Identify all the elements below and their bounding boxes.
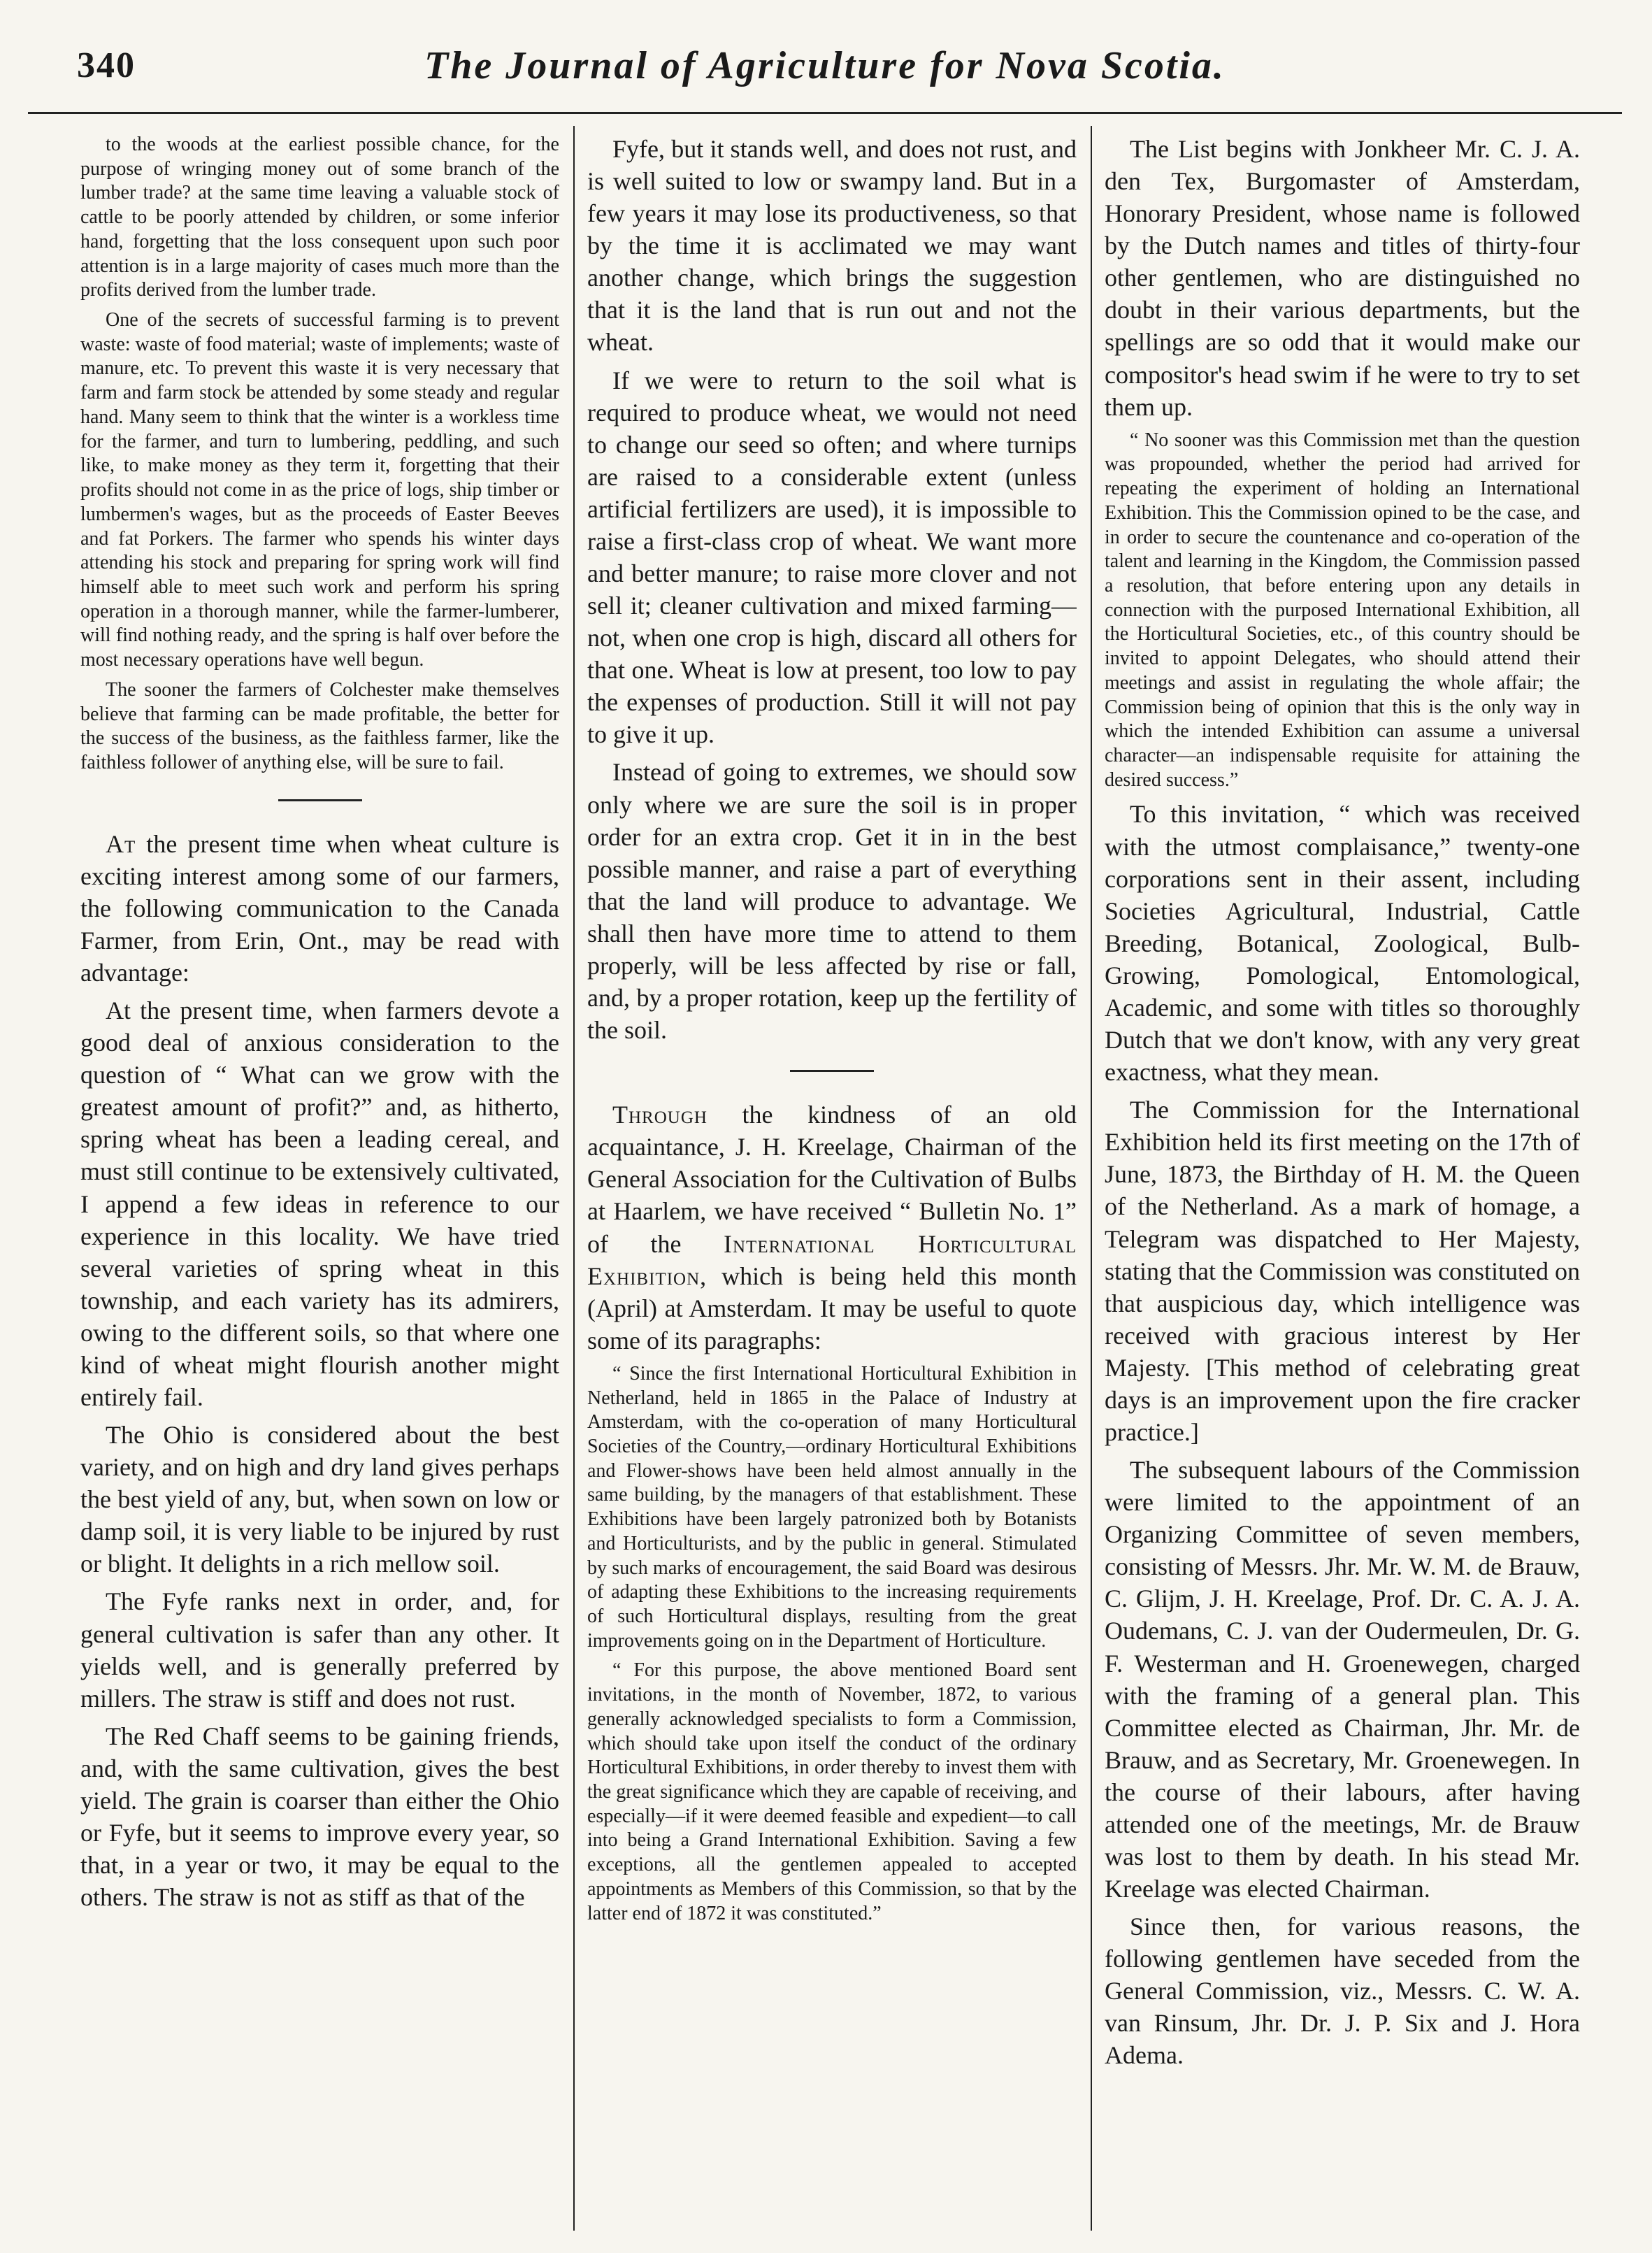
column-3 [1105,133,1580,2224]
exhibition-name: International Horticultural Exhibition [587,1229,1077,1290]
quoted-paragraph: “ Since the first International Horticultural Exhibition in Netherland, held in 1865 in the Palace of Industry at Amsterdam, with the co-operation of many Horticultural Societies of the Country,—ordinary Horticultural Exhibitions and Flower-shows have been held almost annually in the same building, by the managers of that establishment. These Exhibitions have been largely patronized both by Botanists and Horticulturists, and by the public in general. Stimulated by such marks of encouragement, the said Board was desirous of adapting these Exhibitions to the increasing requirements of such Horticultural displays, resulting from the great improvements going on in the Department of Horticulture. [587,1362,1077,1652]
column-divider [1091,126,1092,2231]
paragraph: One of the secrets of successful farming is to prevent waste: waste of food material; waste of implements; waste of manure, etc. To prevent this waste it is very necessary that farm and farm stock be attended by some steady and regular hand. Many seem to think that the winter is a workless time for the farmer, and turn to lumbering, peddling, and such like, to make money as they term it, forgetting that their profits should not come in as the price of logs, ship timber or lumbermen's wages, but as the proceeds of Easter Beeves and fat Porkers. The farmer who spends his winter days attending his stock and preparing for spring work will find himself able to meet such work and perform his spring operation in a thorough manner, while the farmer-lumberer, will find nothing ready, and the spring is half over before the most necessary operations have well begun. [80,309,559,671]
quoted-paragraph: “ For this purpose, the above mentioned Board sent invitations, in the month of November, 1872, to various generally acknowledged specialists to form a Commission, which should take upon itself the conduct of the ordinary Horticultural Exhibitions, in order thereby to invest them with the great significance which they are capable of receiving, and especially—if it were deemed feasible and expedient—to call into being a Grand International Exhibition. Saving a few exceptions, all the gentlemen appealed to accepted appointments as Members of this Commission, so that by the latter end of 1872 it was constituted.” [587,1659,1077,1924]
article-intro [587,1099,1077,1357]
dropcap-lead: At [106,829,136,858]
dropcap-lead: Through [612,1101,708,1129]
paragraph: Fyfe, but it stands well, and does not rust, and is well suited to low or swampy land. But in a few years it may lose its productiveness, so that by the time it is acclimated we may want another change, which brings the suggestion that it is the land that is run out and not the wheat. [587,135,1077,357]
section-separator [790,1070,874,1072]
paragraph: At the present time, when farmers devote a good deal of anxious consideration to the question of “ What can we grow with the greatest amount of profit?” and, as hitherto, spring wheat has been a leading cereal, and must still continue to be extensively cultivated, I append a few ideas in reference to our experience in this locality. We have tried several varieties of spring wheat in this township, and each variety has its admirers, owing to the different soils, so that where one kind of wheat might flourish another might entirely fail. [80,996,559,1412]
section-separator [278,799,362,801]
page-header [28,42,1622,98]
intro-text-cont: , which is being held this month (April) at Amsterdam. It may be useful to quote some of its paragraphs: [587,1261,1077,1354]
paragraph: The Commission for the International Exhibition held its first meeting on the 17th of June, 1873, the Birthday of H. M. the Queen of the Netherland. As a mark of homage, a Telegram was dispatched to Her Majesty, stating that the Commission was constituted on that auspicious day, which intelligence was received with gracious interest by Her Majesty. [This method of celebrating great days is an improvement upon the fire cracker practice.] [1105,1096,1580,1446]
paragraph: The Red Chaff seems to be gaining friends, and, with the same cultivation, gives the best yield. The grain is coarser than either the Ohio or Fyfe, but it seems to improve every year, so that, in a year or two, it may be equal to the others. The straw is not as stiff as that of the [80,1722,559,1912]
page-number: 340 [77,45,136,85]
article-intro [80,828,559,989]
paragraph: Since then, for various reasons, the following gentlemen have seceded from the General Commission, viz., Messrs. C. W. A. van Rinsum, Jhr. Dr. J. P. Six and J. Hora Adema. [1105,1912,1580,2070]
column-2 [587,133,1077,2224]
journal-title: The Journal of Agriculture for Nova Scotia. [424,44,1226,87]
paragraph: If we were to return to the soil what is required to produce wheat, we would not need to change our seed so often; and where turnips are raised to a considerable extent (unless artificial fertilizers are used), it is impossible to raise a first-class crop of wheat. We want more and better manure; to raise more clover and not sell it; cleaner cultivation and mixed farming—not, when one crop is high, discard all others for that one. Wheat is low at present, too low to pay the expenses of production. Still it will not pay to give it up. [587,366,1077,749]
intro-text: the present time when wheat culture is exciting interest among some of our farmers, the following communication to the Canada Farmer, from Erin, Ont., may be read with advantage: [80,829,559,987]
column-divider [573,126,575,2231]
quoted-paragraph: “ No sooner was this Commission met than the question was propounded, whether the period had arrived for repeating the experiment of holding an International Exhibition. This the Commission opined to be the case, and in order to secure the countenance and co-operation of the talent and learning in the Kingdom, the Commission passed a resolution, that before entering upon any details in connection with the purposed International Exhibition, all the Horticultural Societies, etc., of this country should be invited to appoint Delegates, who should attend their meetings and assist in regulating the whole affair; the Commission being of opinion that this is the only way in which the intended Exhibition can assume a universal character—an indispensable requisite for attaining the desired success.” [1105,429,1580,791]
paragraph: The List begins with Jonkheer Mr. C. J. A. den Tex, Burgomaster of Amsterdam, Honorary President, whose name is followed by the Dutch names and titles of thirty-four other gentlemen, who are distinguished no doubt in their various departments, but the spellings are so odd that it would make our compositor's head swim if he were to try to set them up. [1105,135,1580,421]
paragraph: The Ohio is considered about the best variety, and on high and dry land gives perhaps the best yield of any, but, when sown on low or damp soil, it is very liable to be injured by rust or blight. It delights in a rich mellow soil. [80,1421,559,1578]
intro-text: the kindness of an old acquaintance, J. H. Kreelage, Chairman of the General Association for the Cultivation of Bulbs at Haarlem, we have received “ Bulletin No. 1” of the [587,1101,1077,1258]
paragraph: The sooner the farmers of Colchester make themselves believe that farming can be made profitable, the better for the success of the business, as the faithless farmer, like the faithless follower of anything else, will be sure to fail. [80,678,559,773]
paragraph: to the woods at the earliest possible chance, for the purpose of wringing money out of some branch of the lumber trade? at the same time leaving a valuable stock of cattle to be poorly attended by children, or some inferior hand, forgetting that the loss consequent upon such poor attention is in a large majority of cases much more than the profits derived from the lumber trade. [80,134,559,301]
paragraph: The Fyfe ranks next in order, and, for general cultivation is safer than any other. It yields well, and is generally preferred by millers. The straw is stiff and does not rust. [80,1587,559,1712]
header-rule [28,112,1622,114]
paragraph: The subsequent labours of the Commission were limited to the appointment of an Organizing Committee of seven members, consisting of Messrs. Jhr. Mr. W. M. de Brauw, C. Glijm, J. H. Kreelage, Prof. Dr. C. A. J. A. Oudemans, C. J. van der Oudermeulen, Dr. G. F. Westerman and H. Groenewegen, charged with the framing of a general plan. This Committee elected as Chairman, Jhr. Mr. de Brauw, and as Secretary, Mr. Groenewegen. In the course of their labours, after having attended one of the meetings, Mr. de Brauw was lost to them by death. In his stead Mr. Kreelage was elected Chairman. [1105,1456,1580,1903]
paragraph: To this invitation, “ which was received with the utmost complaisance,” twenty-one corporations sent in their assent, including Societies Agricultural, Industrial, Cattle Breeding, Botanical, Zoological, Bulb-Growing, Pomological, Entomological, Academic, and some with titles so thoroughly Dutch that we don't know, with any very great exactness, what they mean. [1105,800,1580,1087]
column-1 [80,133,559,2224]
paragraph: Instead of going to extremes, we should sow only where we are sure the soil is in proper order for an extra crop. Get it in in the best possible manner, and raise a part of everything that the land will produce to advantage. We shall then have more time to attend to them properly, will be less affected by rise or fall, and, by a proper rotation, keep up the fertility of the soil. [587,758,1077,1045]
